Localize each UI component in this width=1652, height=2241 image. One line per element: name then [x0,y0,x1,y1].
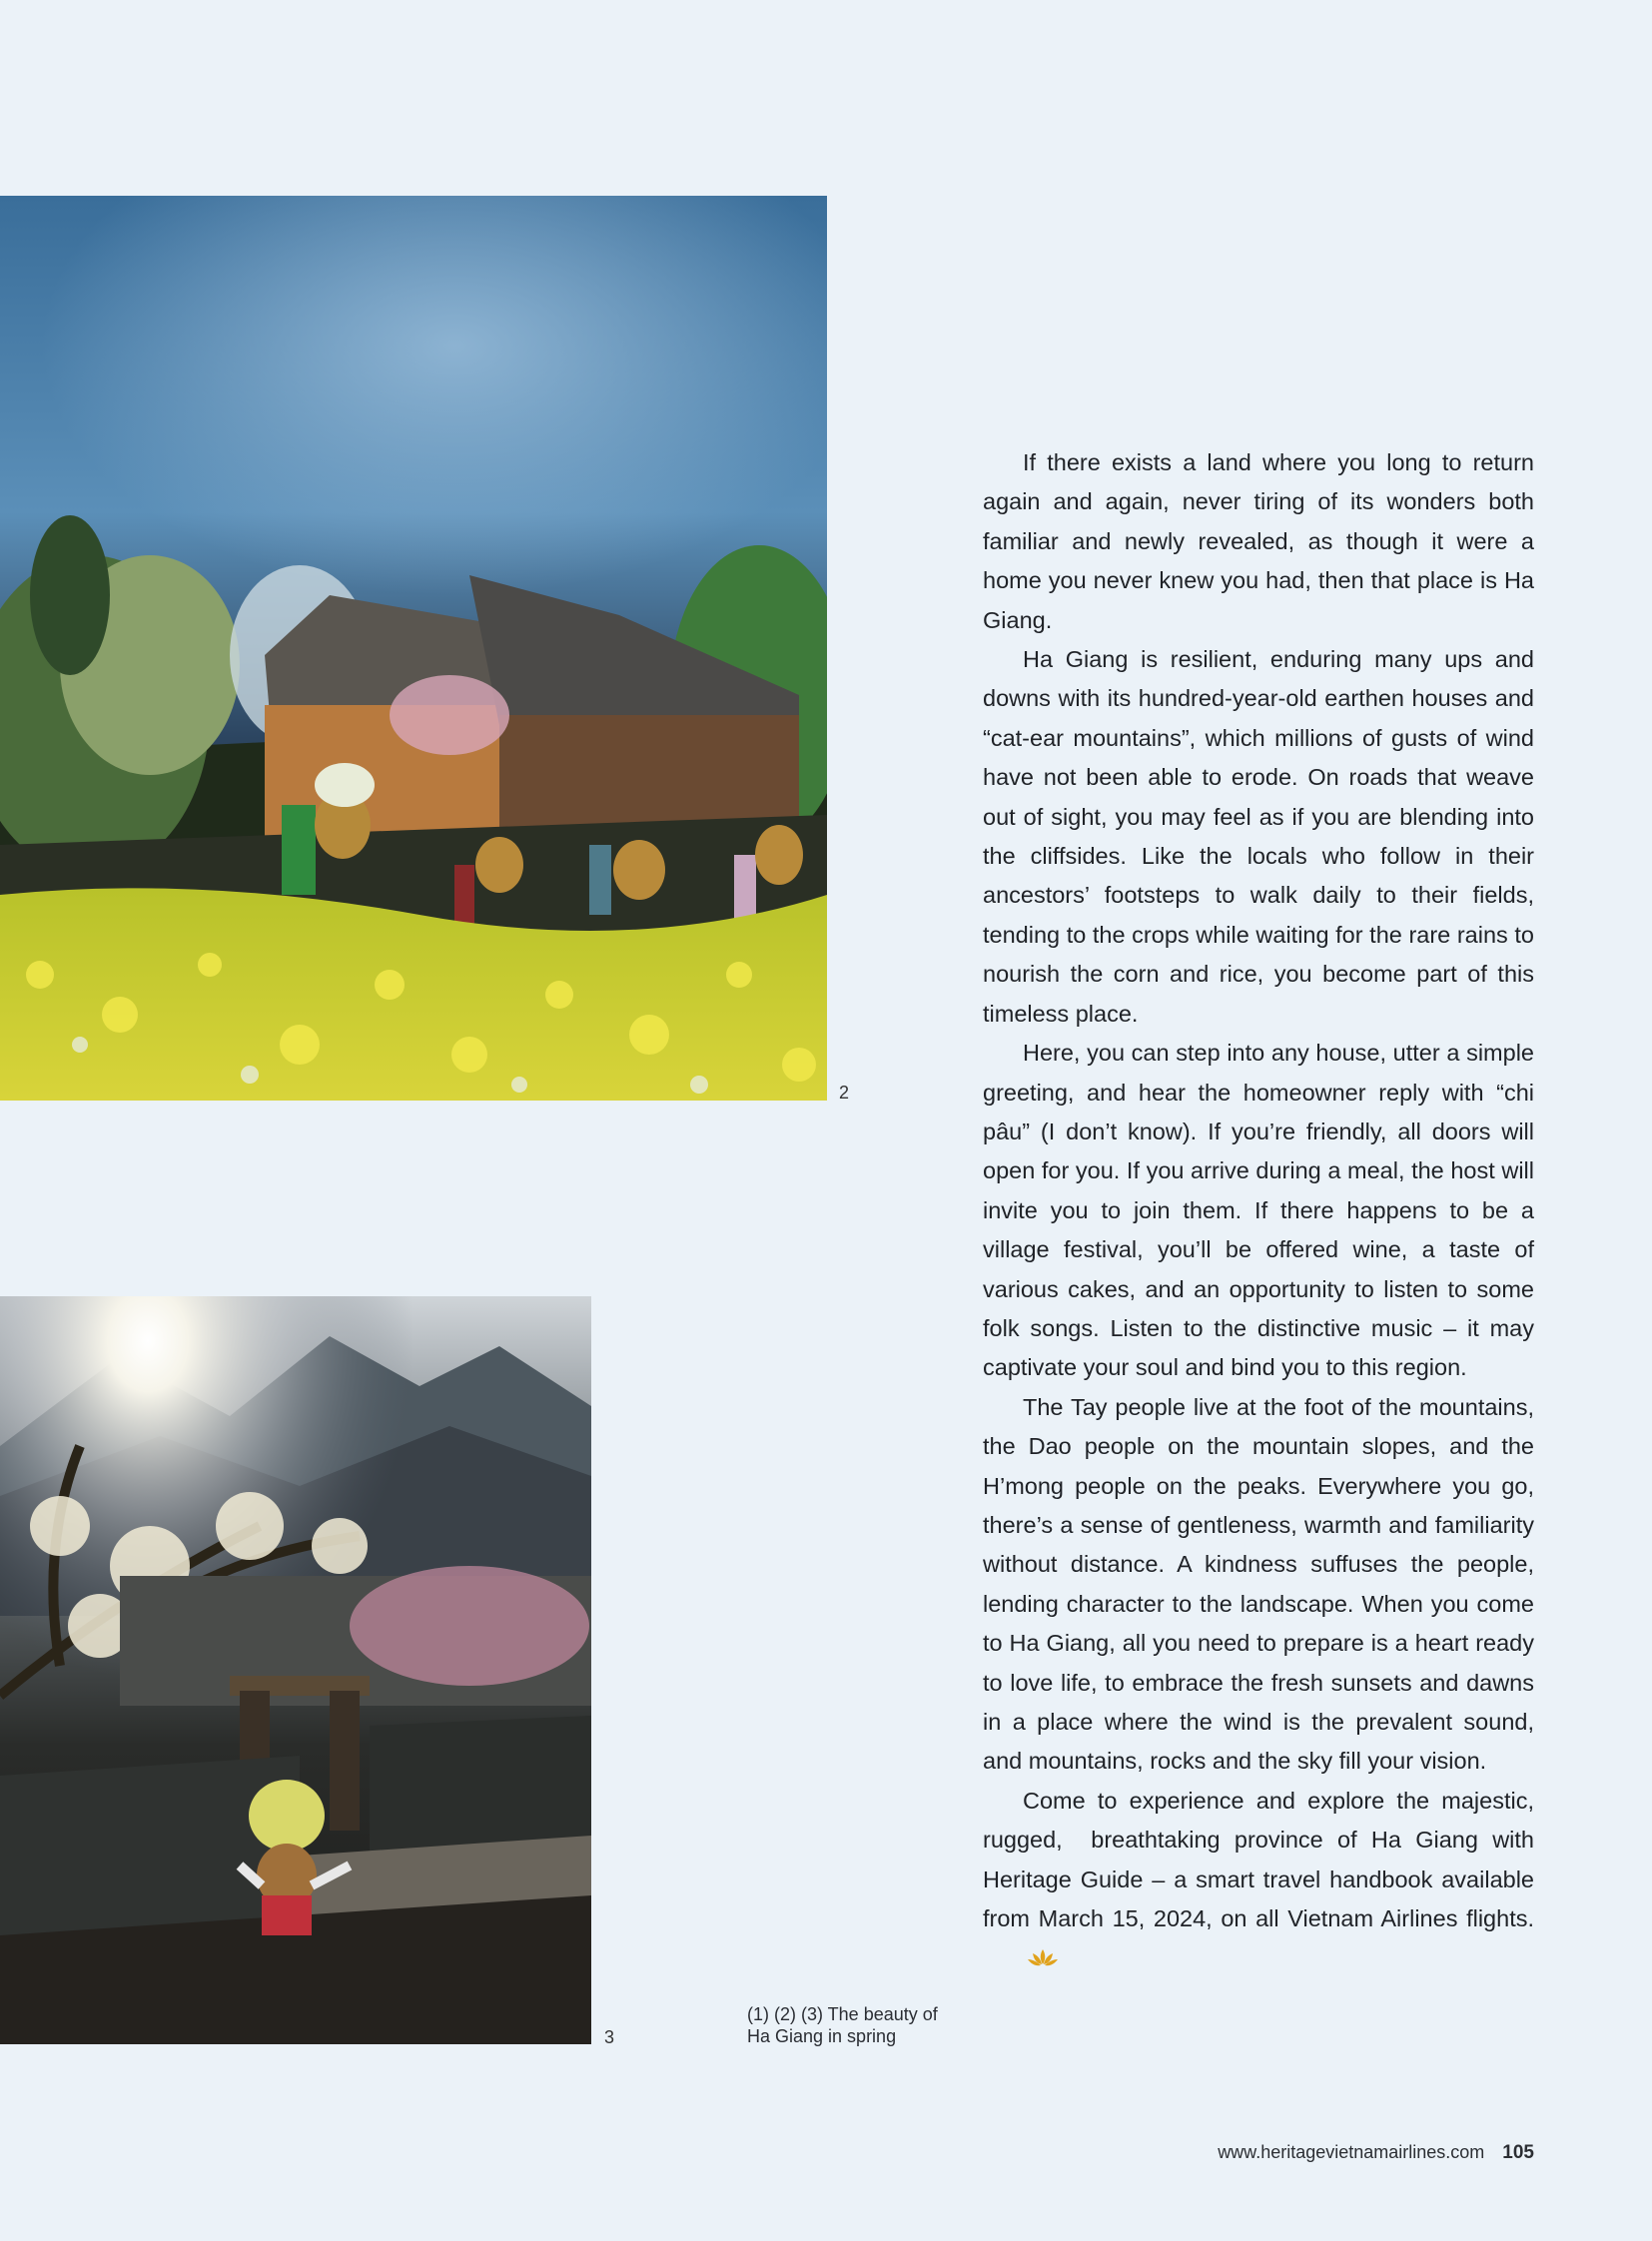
page-footer [1218,2142,1534,2164]
photo-caption [747,2003,967,2047]
article-paragraph-3: Here, you can step into any house, utter a simple greeting, and hear the homeowner reply with “chi pâu” (I don’t know). If you’re friendly, all doors will open for you. If you arrive during a meal, the host will invite you to join them. If there happens to be a village festival, you’ll be offered wine, a taste of various cakes, and an opportunity to listen to some folk songs. Listen to the distinctive music – it may captivate your soul and bind you to this region. [983,1040,1534,1381]
article-paragraph-1: If there exists a land where you long to return again and again, never tiring of its wonders both familiar and newly revealed, as though it were a home you never knew you had, then that place is Ha Giang. [983,449,1534,633]
photo-number-3: 3 [604,2027,615,2047]
photo-number-2: 2 [839,1083,850,1103]
page-number: 105 [1502,2142,1534,2163]
caption-line-1: (1) (2) (3) The beauty of [747,2004,938,2024]
article-body [983,443,1534,1980]
footer-url: www.heritagevietnamairlines.com [1218,2142,1485,2162]
article-paragraph-5 [983,1782,1534,1980]
plum-blossom-sunrise-photo [0,1296,591,2044]
village-mustard-field-photo [0,196,827,1101]
lotus-icon [987,1940,1059,1979]
article-paragraph-5-text: Come to experience and explore the majestic, rugged, breathtaking province of Ha Giang with Heritage Guide – a smart travel handbook available from March 15, 2024, on all Vietnam Airlines flights. [983,1787,1534,1932]
article-paragraph-4: The Tay people live at the foot of the mountains, the Dao people on the mountain slopes, and the H’mong people on the peaks. Everywhere you go, there’s a sense of gentleness, warmth and familiarity without distance. A kindness suffuses the people, lending character to the landscape. When you come to Ha Giang, all you need to prepare is a heart ready to love life, to embrace the fresh sunsets and dawns in a place where the wind is the prevalent sound, and mountains, rocks and the sky fill your vision. [983,1393,1534,1775]
caption-line-2: Ha Giang in spring [747,2026,897,2046]
article-paragraph-2: Ha Giang is resilient, enduring many ups and downs with its hundred-year-old earthen houses and “cat-ear mountains”, which millions of gusts of wind have not been able to erode. On roads that weave out of sight, you may feel as if you are blending into the cliffsides. Like the locals who follow in their ancestors’ footsteps to walk daily to their fields, tending to the crops while waiting for the rare rains to nourish the corn and rice, you become part of this timeless place. [983,646,1534,1027]
